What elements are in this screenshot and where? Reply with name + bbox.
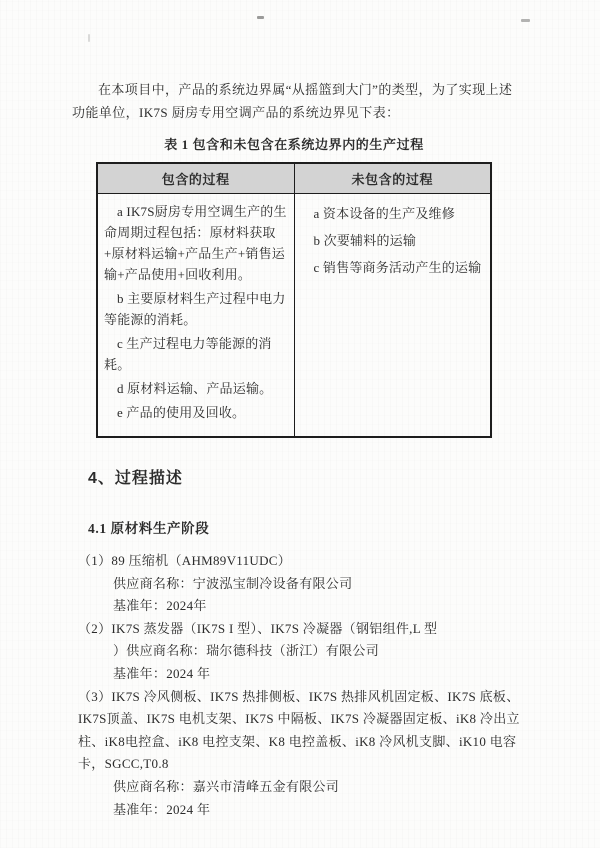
- scan-noise-mark: [257, 16, 264, 19]
- scan-noise-mark: [521, 19, 530, 22]
- table-header-row: [97, 163, 491, 194]
- intro-paragraph: 在本项目中，产品的系统边界属“从摇篮到大门”的类型，为了实现上述功能单位，IK7S 厨房专用空调产品的系统边界见下表：: [72, 82, 513, 120]
- table-header-included: 包含的过程: [97, 163, 294, 194]
- material-line: 基准年：2024 年: [113, 665, 211, 681]
- table-caption: 表 1 包含和未包含在系统边界内的生产过程: [164, 137, 424, 152]
- included-process-item: c 生产过程电力等能源的消耗。: [104, 336, 272, 372]
- material-line: 基准年：2024 年: [113, 801, 211, 817]
- table-body-row: [97, 194, 491, 438]
- included-process-item: a IK7S厨房专用空调生产的生命周期过程包括：原材料获取+原材料运输+产品生产+销售运输+产品使用+回收利用。: [104, 204, 287, 282]
- material-line: （3）IK7S 冷风侧板、IK7S 热排侧板、IK7S 热排风机固定板、IK7S 底板、IK7S顶盖、IK7S 电机支架、IK7S 中隔板、IK7S 冷凝器固定板、iK8 冷出立柱、iK8电控盒、iK8 电控支架、K8 电控盖板、iK8 冷风机支脚、iK10 电容卡，SGCC,T0.8: [78, 688, 520, 772]
- scan-noise-mark: [88, 34, 90, 42]
- excluded-cell: [294, 194, 491, 438]
- material-line: ）供应商名称：瑞尔德科技（浙江）有限公司: [113, 643, 380, 659]
- included-cell: [97, 194, 294, 438]
- included-process-item: e 产品的使用及回收。: [117, 405, 246, 420]
- material-line: 基准年：2024年: [113, 598, 207, 614]
- excluded-process-item: b 次要辅料的运输: [313, 233, 417, 248]
- included-process-item: d 原材料运输、产品运输。: [117, 381, 273, 396]
- material-line: （1）89 压缩机（AHM89V11UDC）: [78, 553, 292, 568]
- subsection-title: 4.1 原材料生产阶段: [88, 521, 210, 536]
- system-boundary-table: [96, 162, 492, 438]
- material-line: （2）IK7S 蒸发器（IK7S I 型）、IK7S 冷凝器（钢铝组件,L 型: [78, 620, 438, 636]
- material-line: 供应商名称：宁波泓宝制冷设备有限公司: [113, 575, 353, 591]
- included-process-item: b 主要原材料生产过程中电力等能源的消耗。: [104, 291, 286, 327]
- section-title: 4、过程描述: [88, 470, 183, 487]
- materials-list: [72, 550, 534, 821]
- excluded-process-item: a 资本设备的生产及维修: [313, 206, 455, 221]
- material-line: 供应商名称：嘉兴市清峰五金有限公司: [113, 778, 340, 794]
- table-header-excluded: 未包含的过程: [294, 163, 491, 194]
- excluded-process-item: c 销售等商务活动产生的运输: [313, 260, 482, 275]
